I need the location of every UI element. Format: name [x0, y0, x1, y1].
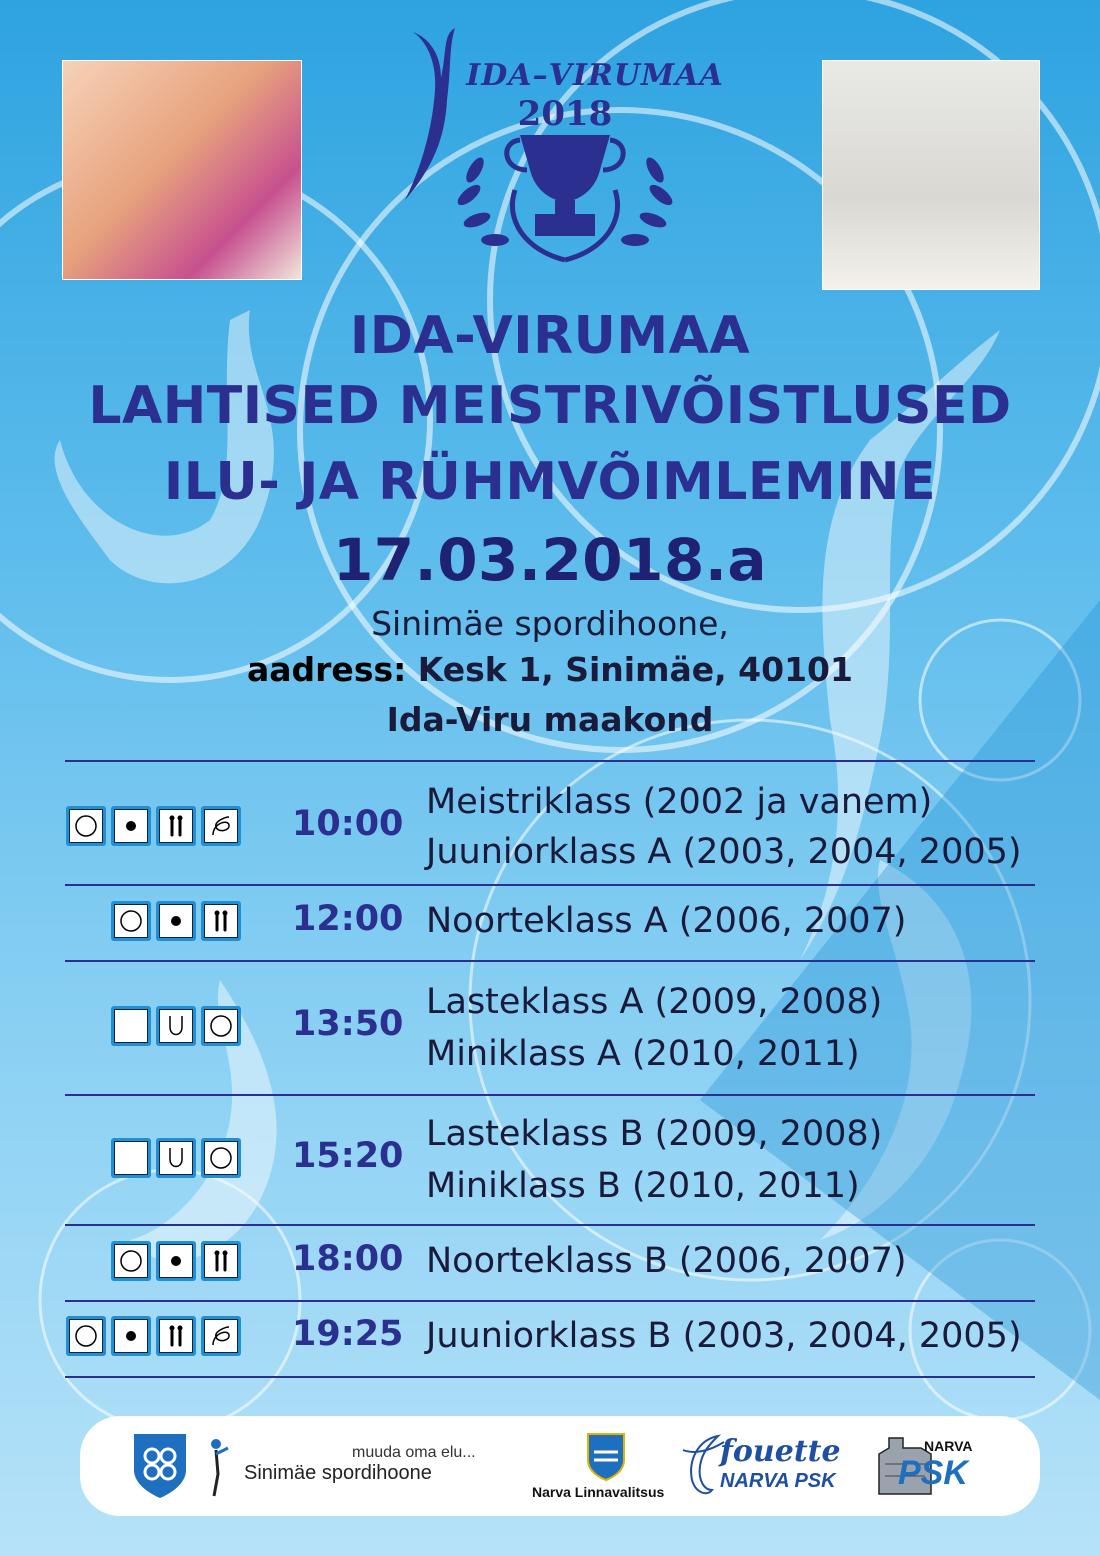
class-entry: Lasteklass B (2009, 2008)	[426, 1114, 883, 1154]
apparatus-icons	[111, 1006, 241, 1046]
hoop-icon	[111, 901, 151, 941]
clubs-icon	[201, 1241, 241, 1281]
divider	[65, 1224, 1035, 1226]
session-time: 15:20	[292, 1136, 404, 1176]
divider	[65, 1300, 1035, 1302]
hoop-icon	[111, 1241, 151, 1281]
sports-centre-figure-icon	[208, 1438, 230, 1498]
apparatus-icons	[66, 806, 241, 846]
headline-line-2: LAHTISED MEISTRIVÕISTLUSED	[88, 376, 1012, 436]
gymnast-logo-icon	[405, 28, 455, 200]
session-time: 19:25	[292, 1314, 404, 1354]
gymnast-photo-left	[62, 60, 302, 280]
event-logo	[395, 20, 740, 275]
clubs-icon	[156, 1316, 196, 1356]
apparatus-icons	[111, 1241, 241, 1281]
divider	[65, 760, 1035, 762]
freehand-icon	[111, 1006, 151, 1046]
event-date: 17.03.2018.a	[332, 526, 768, 594]
class-entry: Noorteklass A (2006, 2007)	[426, 901, 907, 941]
class-entry: Miniklass B (2010, 2011)	[426, 1166, 860, 1206]
rope-icon	[156, 1138, 196, 1178]
apparatus-icons	[111, 1138, 241, 1178]
venue-address	[0, 650, 1100, 689]
sponsor-fouette-club: NARVA PSK	[720, 1470, 836, 1492]
session-time: 13:50	[292, 1004, 404, 1044]
address-value: Kesk 1, Sinimäe, 40101	[417, 650, 853, 689]
session-time: 18:00	[292, 1239, 404, 1279]
sponsor-narva-city: Narva Linnavalitsus	[532, 1484, 665, 1500]
divider	[65, 960, 1035, 962]
class-entry: Meistriklass (2002 ja vanem)	[426, 782, 933, 822]
ribbon-icon	[201, 1316, 241, 1356]
freehand-icon	[111, 1138, 151, 1178]
ball-icon	[156, 901, 196, 941]
clubs-icon	[201, 901, 241, 941]
sponsor-bar	[80, 1416, 1040, 1516]
class-entry: Lasteklass A (2009, 2008)	[426, 982, 883, 1022]
gymnast-photo-right	[822, 60, 1040, 290]
class-entry: Miniklass A (2010, 2011)	[426, 1034, 860, 1074]
sponsor-psk-city: NARVA	[924, 1438, 973, 1454]
ribbon-icon	[201, 806, 241, 846]
headline-line-3: ILU- JA RÜHMVÕIMLEMINE	[163, 452, 937, 512]
headline-line-1: IDA-VIRUMAA	[349, 306, 751, 366]
venue-name: Sinimäe spordihoone,	[371, 604, 729, 643]
clubs-icon	[156, 806, 196, 846]
hoop-icon	[201, 1006, 241, 1046]
sponsor-slogan: muuda oma elu...	[352, 1444, 476, 1461]
ball-icon	[111, 1316, 151, 1356]
sponsor-psk-logo-text: PSK	[898, 1454, 968, 1492]
divider	[65, 884, 1035, 886]
sinimae-coat-of-arms-icon	[130, 1430, 190, 1500]
hoop-icon	[201, 1138, 241, 1178]
session-time: 12:00	[292, 899, 404, 939]
rope-icon	[156, 1006, 196, 1046]
hoop-icon	[66, 1316, 106, 1356]
ball-icon	[156, 1241, 196, 1281]
class-entry: Juuniorklass B (2003, 2004, 2005)	[426, 1316, 1022, 1356]
address-label: aadress:	[247, 650, 407, 689]
divider	[65, 1094, 1035, 1096]
ball-icon	[111, 806, 151, 846]
venue-county: Ida-Viru maakond	[386, 700, 714, 739]
apparatus-icons	[66, 1316, 241, 1356]
class-entry: Noorteklass B (2006, 2007)	[426, 1241, 907, 1281]
sponsor-name-part: spordihoone	[321, 1462, 432, 1484]
narva-coat-of-arms-icon	[586, 1432, 626, 1482]
apparatus-icons	[111, 901, 241, 941]
sponsor-fouette: fouette	[720, 1434, 841, 1469]
logo-title: IDA–VIRUMAA	[466, 58, 724, 93]
sponsor-name	[244, 1462, 432, 1485]
class-entry: Juuniorklass A (2003, 2004, 2005)	[426, 832, 1022, 872]
divider	[65, 1376, 1035, 1378]
session-time: 10:00	[292, 804, 404, 844]
logo-year: 2018	[517, 94, 613, 134]
sponsor-name-part: Sinimäe	[244, 1462, 317, 1484]
hoop-icon	[66, 806, 106, 846]
